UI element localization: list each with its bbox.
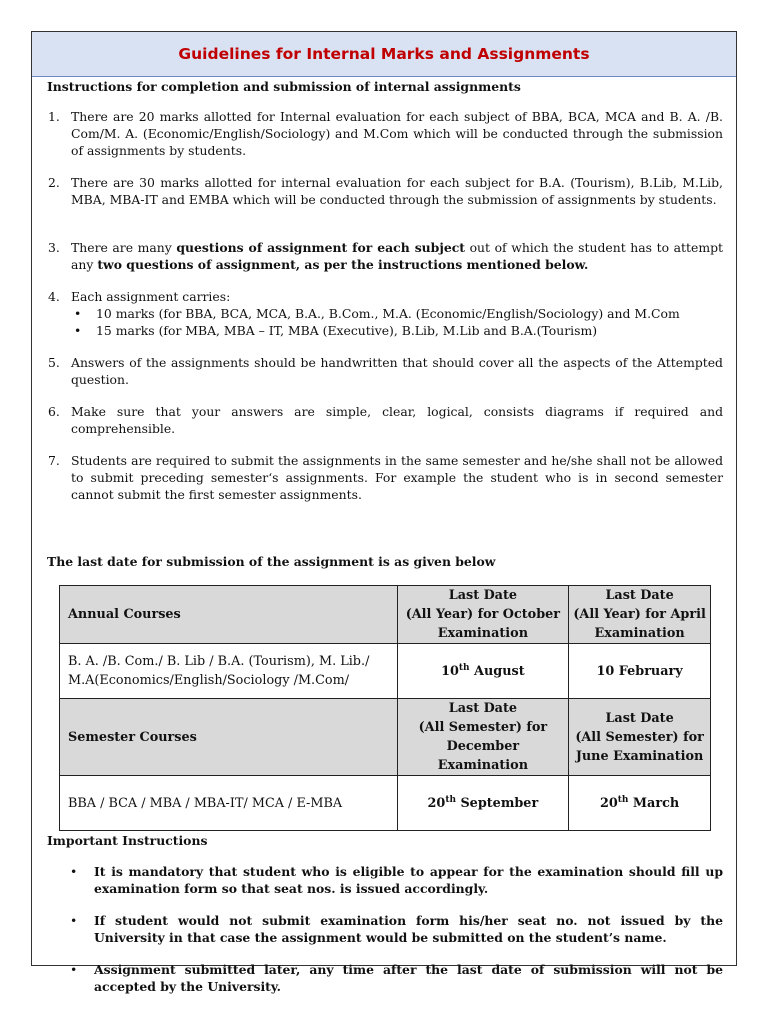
text-run-bold: two questions of assignment, as per the instructions mentioned below. xyxy=(97,257,589,272)
text-run-bold: questions of assignment for each subject xyxy=(176,240,465,255)
item-text: There are 20 marks allotted for Internal evaluation for each subject of BBA, BCA, MCA and B. A. /B. Com/M. A. (Economic/English/Sociology) and M.Com which will be conducted through the submission of assignments by students. xyxy=(71,109,723,158)
important-heading: Important Instructions xyxy=(47,833,208,848)
october-deadline-header: Last Date (All Year) for October Examination xyxy=(397,586,569,644)
important-list xyxy=(47,863,723,1010)
annual-courses-header: Annual Courses xyxy=(60,586,398,644)
table-header-row xyxy=(60,699,711,776)
december-deadline-cell: 20th September xyxy=(397,776,569,831)
item-number: 3. xyxy=(48,240,60,255)
list-item xyxy=(47,452,723,503)
list-item xyxy=(47,174,723,208)
page-title: Guidelines for Internal Marks and Assignments xyxy=(178,45,590,63)
list-item xyxy=(47,354,723,388)
list-item xyxy=(47,108,723,159)
item-number: 5. xyxy=(48,355,60,370)
bullet-item: • 15 marks (for MBA, MBA – IT, MBA (Executive), B.Lib, M.Lib and B.A.(Tourism) xyxy=(71,322,723,339)
table-row xyxy=(60,644,711,699)
important-item: • It is mandatory that student who is eligible to appear for the examination should fill up examination form so that seat nos. is issued accordingly. xyxy=(47,863,723,897)
item-number: 1. xyxy=(48,109,60,124)
october-deadline-cell: 10th August xyxy=(397,644,569,699)
important-item: • If student would not submit examination form his/her seat no. not issued by the University in that case the assignment would be submitted on the student’s name. xyxy=(47,912,723,946)
important-item: • Assignment submitted later, any time after the last date of submission will not be accepted by the University. xyxy=(47,961,723,995)
item-number: 6. xyxy=(48,404,60,419)
april-deadline-header: Last Date (All Year) for April Examination xyxy=(569,586,711,644)
table-header-row xyxy=(60,586,711,644)
bullet-list xyxy=(71,305,723,339)
list-item xyxy=(47,239,723,273)
annual-courses-cell: B. A. /B. Com./ B. Lib / B.A. (Tourism), M. Lib./ M.A(Economics/English/Sociology /M.Com/ xyxy=(60,644,398,699)
june-deadline-header: Last Date (All Semester) for June Examination xyxy=(569,699,711,776)
deadline-table xyxy=(59,585,711,831)
list-item xyxy=(47,288,723,339)
bullet-item: • 10 marks (for BBA, BCA, MCA, B.A., B.Com., M.A. (Economic/English/Sociology) and M.Com xyxy=(71,305,723,322)
item-text: Students are required to submit the assignments in the same semester and he/she shall not be allowed to submit preceding semester‘s assignments. For example the student who is in second semester cannot submit the first semester assignments. xyxy=(71,453,723,502)
item-text xyxy=(71,239,723,273)
deadline-heading: The last date for submission of the assignment is as given below xyxy=(47,554,496,569)
april-deadline-cell: 10 February xyxy=(569,644,711,699)
june-deadline-cell: 20th March xyxy=(569,776,711,831)
item-text: There are 30 marks allotted for internal evaluation for each subject for B.A. (Tourism), B.Lib, M.Lib, MBA, MBA-IT and EMBA which will be conducted through the submission of assignments by students. xyxy=(71,175,723,207)
title-bar xyxy=(32,32,736,77)
intro-heading: Instructions for completion and submission of internal assignments xyxy=(47,79,521,94)
list-item xyxy=(47,403,723,437)
semester-courses-header: Semester Courses xyxy=(60,699,398,776)
table-row xyxy=(60,776,711,831)
item-text: Make sure that your answers are simple, clear, logical, consists diagrams if required and comprehensible. xyxy=(71,404,723,436)
text-run: out of which the student has to attempt any xyxy=(71,240,723,272)
page-frame xyxy=(31,31,737,994)
item-text xyxy=(71,288,723,339)
item-lead: Each assignment carries: xyxy=(71,289,231,304)
semester-courses-cell: BBA / BCA / MBA / MBA-IT/ MCA / E-MBA xyxy=(60,776,398,831)
item-number: 2. xyxy=(48,175,60,190)
item-text: Answers of the assignments should be handwritten that should cover all the aspects of the Attempted question. xyxy=(71,355,723,387)
item-number: 7. xyxy=(48,453,60,468)
item-number: 4. xyxy=(48,289,60,304)
december-deadline-header: Last Date (All Semester) for December Examination xyxy=(397,699,569,776)
text-run: There are many xyxy=(71,240,177,255)
